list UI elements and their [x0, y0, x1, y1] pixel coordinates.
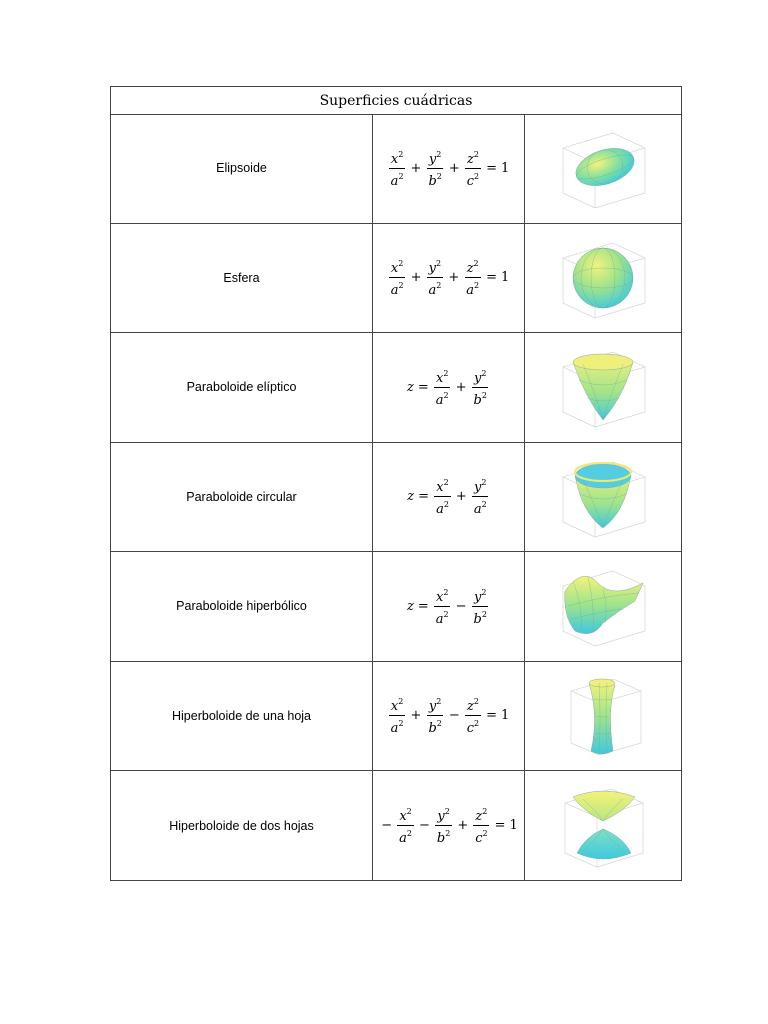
surface-name: Paraboloide elíptico — [111, 333, 373, 442]
table-row — [111, 771, 681, 881]
surface-name: Paraboloide circular — [111, 443, 373, 552]
one-sheet-hyperboloid-icon — [553, 671, 653, 761]
surface-equation: z = $\frac{x^2}{a^2}$ + $\frac{y^2}{b^2}$ — [373, 333, 525, 442]
surface-equation: $\frac{x^2}{a^2}$ + $\frac{y^2}{b^2}$ − $\frac{z^2}{c^2}$ = 1 — [373, 662, 525, 771]
surface-name: Hiperboloide de dos hojas — [111, 771, 373, 881]
surface-equation: $\frac{x^2}{a^2}$ + $\frac{y^2}{a^2}$ + $\frac{z^2}{a^2}$ = 1 — [373, 224, 525, 333]
elliptic-paraboloid-icon — [553, 342, 653, 432]
table-title: Superficies cuádricas — [111, 87, 681, 115]
surface-name: Hiperboloide de una hoja — [111, 662, 373, 771]
surface-equation: z = $\frac{x^2}{a^2}$ − $\frac{y^2}{b^2}$ — [373, 552, 525, 661]
table-row — [111, 443, 681, 553]
ellipsoid-icon — [553, 123, 653, 213]
surface-equation: − $\frac{x^2}{a^2}$ − $\frac{y^2}{b^2}$ + $\frac{z^2}{c^2}$ = 1 — [373, 771, 525, 881]
table-row — [111, 224, 681, 334]
surface-name: Esfera — [111, 224, 373, 333]
surface-equation: z = $\frac{x^2}{a^2}$ + $\frac{y^2}{a^2}$ — [373, 443, 525, 552]
table-row — [111, 114, 681, 224]
circular-paraboloid-icon — [553, 452, 653, 542]
surface-equation: $\frac{x^2}{a^2}$ + $\frac{y^2}{b^2}$ + $\frac{z^2}{c^2}$ = 1 — [373, 114, 525, 223]
table-row — [111, 662, 681, 772]
two-sheet-hyperboloid-icon — [553, 781, 653, 871]
surface-name: Elipsoide — [111, 114, 373, 223]
quadric-surfaces-table — [110, 86, 682, 881]
hyperbolic-paraboloid-icon — [553, 561, 653, 651]
table-row — [111, 552, 681, 662]
surface-name: Paraboloide hiperbólico — [111, 552, 373, 661]
sphere-icon — [553, 233, 653, 323]
table-row — [111, 333, 681, 443]
